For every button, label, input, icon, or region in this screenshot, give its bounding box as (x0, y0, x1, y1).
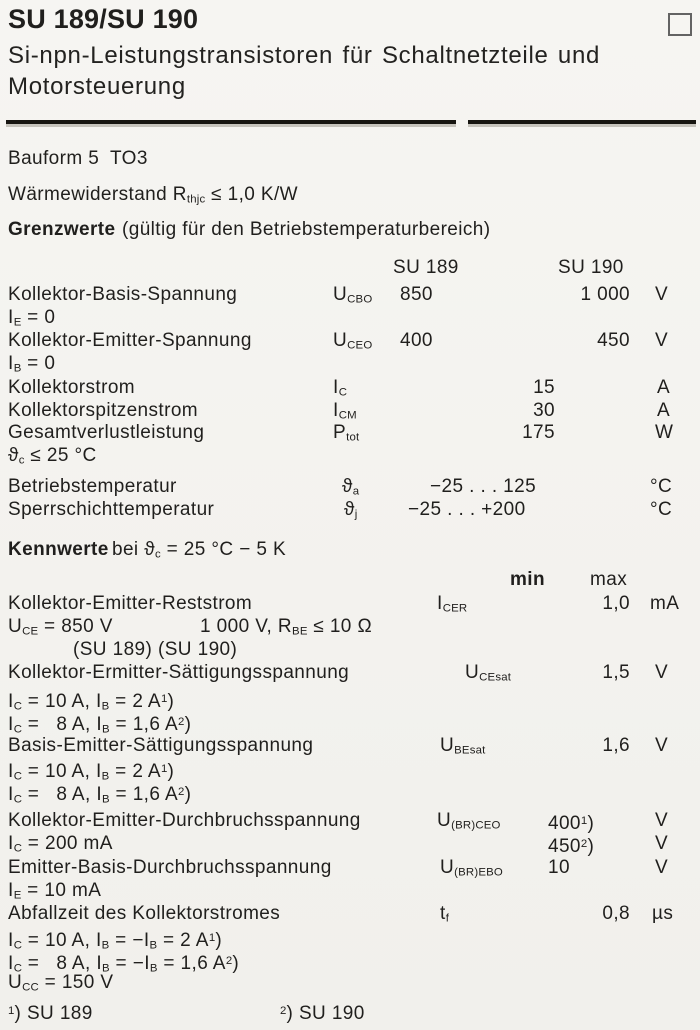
unit: W (655, 422, 674, 443)
tf-row (0, 903, 700, 925)
bauform-label: Bauform 5 (8, 148, 100, 169)
condition: $U_{CC} = 150$ V (8, 972, 114, 994)
unit: V (655, 833, 669, 854)
ptot-row (0, 422, 700, 444)
max-value: 1,6 (602, 735, 630, 756)
ucesat-row (0, 662, 700, 684)
condition: 1 000 V, $R_{BE} \le 10$ Ω (200, 616, 373, 638)
symbol: $U_{(BR)CEO}$ (437, 810, 501, 832)
symbol: $U_{CBO}$ (333, 284, 373, 306)
section-title: Kennwerte (8, 539, 109, 560)
param-label: Kollektorstrom (8, 377, 136, 398)
ubrebo-condition (0, 880, 700, 902)
ubesat-condition-2 (0, 781, 700, 806)
condition: $I_C = 10$ A, $I_B = -I_B = 2$ $A^1$) (8, 930, 223, 952)
ucesat-condition-2 (0, 711, 700, 736)
condition: $I_C = 8$ A, $I_B = 1,6$ $A^2$) (8, 784, 192, 806)
max-value: 1,5 (602, 662, 630, 683)
symbol: $I_{CM}$ (333, 400, 357, 422)
page-subtitle-line1: Si-npn-Leistungstransistoren für Schaltnetzteile und (8, 42, 601, 69)
tf-condition-1 (0, 927, 700, 952)
uceo-row (0, 330, 700, 352)
footnote-2: $^2$) SU 190 (280, 1003, 365, 1025)
param-label: Kollektor-Emitter-Reststrom (8, 593, 253, 614)
value: −25 . . . 125 (430, 476, 537, 497)
page-subtitle-line2: Motorsteuerung (8, 73, 186, 100)
sperrschichttemperatur-row (0, 499, 700, 521)
icer-row (0, 593, 700, 615)
device-column-headers (0, 257, 700, 279)
symbol: $U_{BEsat}$ (440, 735, 486, 757)
icm-row (0, 400, 700, 422)
param-label: Kollektor-Ermitter-Sättigungsspannung (8, 662, 350, 683)
value-su189: 850 (400, 284, 433, 305)
symbol: $I_C$ (333, 377, 348, 399)
param-label: Kollektor-Emitter-Durchbruchsspannung (8, 810, 361, 831)
value-su189: 400 (400, 330, 433, 351)
param-label: Kollektor-Basis-Spannung (8, 284, 238, 305)
grenzwerte-heading (0, 219, 700, 241)
ucbo-condition (0, 307, 700, 329)
unit: V (655, 735, 669, 756)
section-title: Grenzwerte (8, 219, 116, 240)
col-header-su189: SU 189 (393, 257, 459, 278)
param-label: Kollektor-Emitter-Spannung (8, 330, 252, 351)
ubesat-row (0, 735, 700, 757)
unit: A (657, 400, 671, 421)
value: 15 (533, 377, 555, 398)
ubesat-condition-1 (0, 758, 700, 783)
symbol: $t_f$ (440, 903, 450, 925)
ucesat-condition-1 (0, 688, 700, 713)
col-header-su190: SU 190 (558, 257, 624, 278)
col-header-max: max (590, 569, 628, 590)
max-value: 0,8 (602, 903, 630, 924)
ubrceo-row (0, 810, 700, 835)
symbol: $U_{(BR)EBO}$ (440, 857, 503, 879)
thermal-resistance-line (0, 184, 700, 206)
tf-condition-3 (0, 972, 700, 994)
value-su190: 450 (597, 330, 630, 351)
bauform-line (0, 148, 700, 170)
symbol: $ϑ_j$ (344, 499, 358, 521)
unit: V (655, 857, 669, 878)
unit: V (655, 810, 669, 831)
condition: $I_C = 200$ mA (8, 833, 113, 855)
value: 175 (522, 422, 555, 443)
unit: V (655, 662, 669, 683)
param-label: Basis-Emitter-Sättigungsspannung (8, 735, 314, 756)
footnote-1: $^1$) SU 189 (8, 1003, 93, 1025)
ubrceo-row-2 (0, 833, 700, 858)
condition-device-2: (SU 190) (158, 639, 238, 660)
section-subtitle: (gültig für den Betriebstemperaturbereich) (122, 219, 491, 240)
col-header-min: min (510, 569, 545, 590)
condition: $U_{CE} = 850$ V (8, 616, 113, 638)
tf-condition-2 (0, 950, 700, 975)
thermal-resistance: Wärmewiderstand $R_{thjc} \le 1,0$ K/W (8, 184, 298, 206)
unit: °C (650, 499, 673, 520)
param-label: Emitter-Basis-Durchbruchsspannung (8, 857, 332, 878)
ptot-condition (0, 445, 700, 467)
unit: mA (650, 593, 680, 614)
footnotes (0, 1000, 700, 1025)
section-subtitle: bei $ϑ_c = 25$ °C − 5 K (112, 539, 287, 561)
unit: µs (652, 903, 674, 924)
page-title: SU 189/SU 190 (8, 4, 199, 34)
condition: $I_E = 0$ (8, 307, 56, 329)
param-label: Kollektorspitzenstrom (8, 400, 199, 421)
condition: $I_E = 10$ mA (8, 880, 102, 902)
max-value: 1,0 (602, 593, 630, 614)
icer-condition-2 (0, 639, 700, 661)
condition: $I_C = 8$ A, $I_B = -I_B = 1,6$ $A^2$) (8, 953, 240, 975)
condition: $I_B = 0$ (8, 353, 56, 375)
value-su190: 1 000 (580, 284, 630, 305)
unit: V (655, 330, 669, 351)
param-label: Gesamtverlustleistung (8, 422, 205, 443)
condition: $I_C = 10$ A, $I_B = 2$ $A^1$) (8, 761, 175, 783)
package-name: TO3 (110, 148, 148, 169)
param-label: Abfallzeit des Kollektorstromes (8, 903, 281, 924)
value: 30 (533, 400, 555, 421)
min-value: $450^2$) (548, 836, 595, 858)
symbol: $U_{CEsat}$ (465, 662, 512, 684)
symbol: $P_{tot}$ (333, 422, 360, 444)
min-max-header (0, 569, 700, 591)
unit: °C (650, 476, 673, 497)
value: −25 . . . +200 (408, 499, 526, 520)
condition-device-1: (SU 189) (73, 639, 153, 660)
kennwerte-heading (0, 539, 700, 561)
ubrebo-row (0, 857, 700, 879)
unit: V (655, 284, 669, 305)
ic-row (0, 377, 700, 399)
symbol: $U_{CEO}$ (333, 330, 373, 352)
betriebstemperatur-row (0, 476, 700, 498)
ucbo-row (0, 284, 700, 306)
symbol: $ϑ_a$ (342, 476, 360, 498)
symbol: $I_{CER}$ (437, 593, 468, 615)
param-label: Betriebstemperatur (8, 476, 177, 497)
unit: A (657, 377, 671, 398)
condition: $I_C = 8$ A, $I_B = 1,6$ $A^2$) (8, 714, 192, 736)
condition: $I_C = 10$ A, $I_B = 2$ $A^1$) (8, 691, 175, 713)
condition: $ϑ_c \le 25$ °C (8, 445, 97, 467)
min-value: 10 (548, 857, 570, 878)
param-label: Sperrschichttemperatur (8, 499, 215, 520)
uceo-condition (0, 353, 700, 375)
icer-condition-1 (0, 616, 700, 638)
min-value: $400^1$) (548, 813, 595, 835)
